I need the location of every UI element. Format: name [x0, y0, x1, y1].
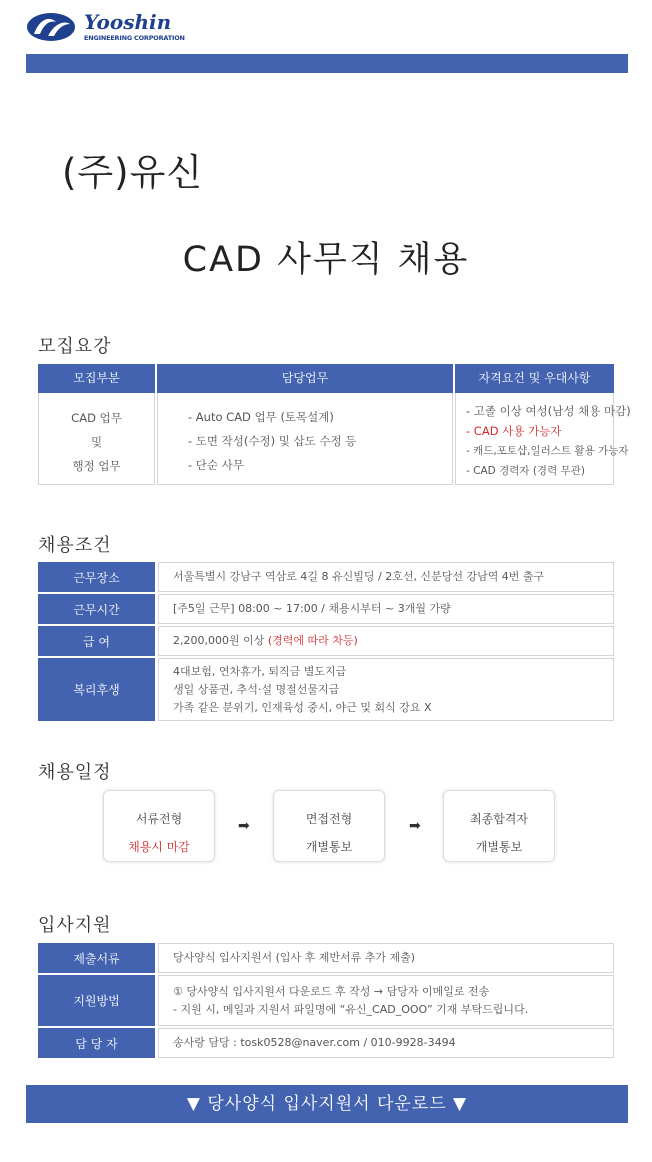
recruit-duties-cell — [157, 393, 453, 485]
salary-text — [173, 632, 613, 650]
apply-label: 담 당 자 — [38, 1028, 155, 1058]
apply-row-documents — [38, 943, 614, 973]
step-title: 서류전형 — [135, 812, 183, 826]
logo-mark-icon — [26, 12, 76, 42]
schedule-step-final — [443, 790, 555, 862]
condition-row-hours — [38, 594, 614, 624]
recruit-table — [38, 364, 631, 485]
duty-line: - Auto CAD 업무 (토목설계) — [188, 410, 334, 424]
section-title-schedule: 채용일정 — [38, 762, 112, 783]
welfare-line: 가족 같은 분위기, 인재육성 중시, 야근 및 회식 강요 X — [173, 700, 432, 714]
arrow-right-icon: ➡ — [238, 818, 250, 834]
apply-label: 제출서류 — [38, 943, 155, 973]
recruit-col-duties — [157, 364, 453, 485]
download-application-button[interactable]: ▼ 당사양식 입사지원서 다운로드 ▼ — [26, 1085, 628, 1123]
section-title-apply: 입사지원 — [38, 915, 112, 936]
duty-line: - 도면 작성(수정) 및 삽도 수정 등 — [188, 434, 357, 448]
method-line: ① 당사양식 입사지원서 다운로드 후 작성 → 담당자 이메일로 전송 — [173, 984, 490, 998]
section-title-recruit: 모집요강 — [38, 336, 112, 357]
salary-amount: 2,200,000원 이상 — [173, 634, 268, 647]
schedule-step-interview — [273, 790, 385, 862]
condition-value — [158, 562, 614, 592]
method-line: - 지원 시, 메일과 지원서 파일명에 “유신_CAD_OOO” 기재 부탁드립니다. — [173, 1002, 529, 1016]
condition-row-location — [38, 562, 614, 592]
apply-value — [158, 1028, 614, 1058]
qualification-line: - 캐드,포토샵,일러스트 활용 가능자 — [466, 445, 629, 457]
division-line: 행정 업무 — [72, 459, 121, 473]
condition-value — [158, 594, 614, 624]
condition-label: 복리후생 — [38, 658, 155, 721]
job-headline: CAD 사무직 채용 — [182, 240, 470, 280]
section-title-conditions: 채용조건 — [38, 535, 112, 556]
step-detail: 개별통보 — [305, 840, 353, 854]
recruit-qualifications-cell — [455, 393, 631, 485]
salary-note: (경력에 따라 차등) — [267, 634, 358, 647]
qualification-line-highlight: - CAD 사용 가능자 — [466, 424, 562, 438]
condition-label: 급 여 — [38, 626, 155, 656]
apply-row-contact — [38, 1028, 614, 1058]
apply-label: 지원방법 — [38, 975, 155, 1026]
recruit-col-qualifications — [455, 364, 631, 485]
header-bar — [26, 54, 628, 73]
company-logo — [26, 10, 196, 44]
condition-row-salary — [38, 626, 614, 656]
step-title: 면접전형 — [305, 812, 353, 826]
condition-value — [158, 658, 614, 721]
logo-name: Yooshin — [84, 10, 172, 34]
qualification-line: - CAD 경력자 (경력 무관) — [466, 465, 585, 477]
recruit-col-division — [38, 364, 155, 485]
apply-row-method — [38, 975, 614, 1026]
recruit-header-division: 모집부분 — [38, 364, 155, 393]
location-text: 서울특별시 강남구 역삼로 4길 8 유신빌딩 / 2호선, 신분당선 강남역 4번 출구 — [173, 570, 545, 583]
recruit-header-duties: 담당업무 — [157, 364, 453, 393]
step-detail: 개별통보 — [475, 840, 523, 854]
apply-value — [158, 943, 614, 973]
recruit-header-qualifications: 자격요건 및 우대사항 — [455, 364, 614, 393]
step-detail: 채용시 마감 — [128, 840, 190, 854]
condition-value — [158, 626, 614, 656]
recruit-division-cell — [38, 393, 155, 485]
logo-subtitle: ENGINEERING CORPORATION — [84, 34, 185, 42]
schedule-step-documents — [103, 790, 215, 862]
hours-text: [주5일 근무] 08:00 ~ 17:00 / 채용시부터 ~ 3개월 가량 — [173, 602, 451, 615]
condition-label: 근무장소 — [38, 562, 155, 592]
docs-text: 당사양식 입사지원서 (입사 후 제반서류 추가 제출) — [173, 951, 416, 964]
welfare-line: 4대보험, 연차휴가, 퇴직금 별도지급 — [173, 664, 347, 678]
duty-line: - 단순 사무 — [188, 458, 244, 472]
qualification-line: - 고졸 이상 여성(남성 채용 마감) — [466, 404, 631, 418]
division-line: 및 — [90, 435, 103, 449]
condition-label: 근무시간 — [38, 594, 155, 624]
company-name: (주)유신 — [62, 151, 204, 194]
apply-value — [158, 975, 614, 1026]
arrow-right-icon: ➡ — [409, 818, 421, 834]
welfare-line: 생일 상품권, 추석·설 명절선물지급 — [173, 682, 340, 696]
step-title: 최종합격자 — [470, 812, 528, 826]
division-line: CAD 업무 — [71, 411, 122, 425]
condition-row-welfare — [38, 658, 614, 721]
contact-text: 송사랑 담당 : tosk0528@naver.com / 010-9928-3494 — [173, 1036, 456, 1049]
